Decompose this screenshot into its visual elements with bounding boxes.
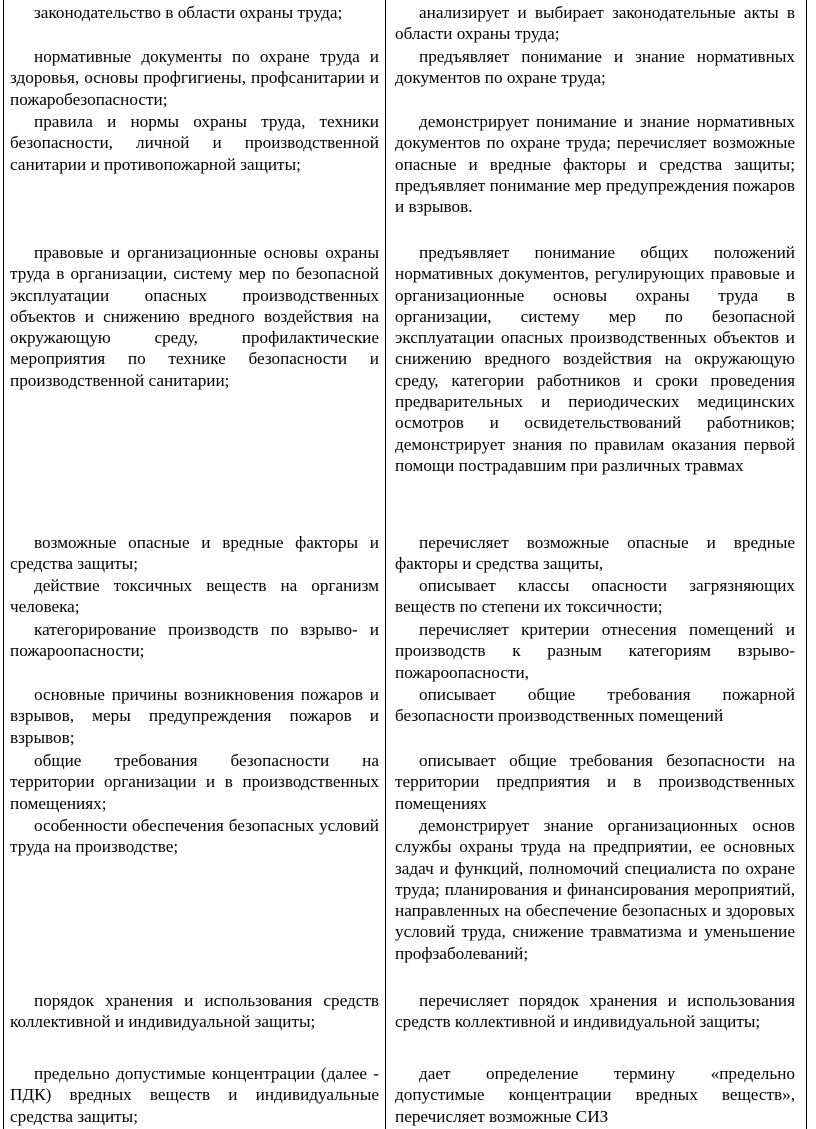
knowledge-item: законодательство в области охраны труда; (34, 3, 343, 22)
skill-item: перечисляет возможные опасные и вредные факторы и средства защиты, (395, 533, 795, 574)
skill-item: перечисляет критерии отнесения помещений и производств к разным категориям взрыво-пожароопасности, (395, 620, 795, 682)
skill-item: демонстрирует понимание и знание нормативных документов по охране труда; перечисляет возможные опасные и вредные факторы и средства защиты; предъявляет понимание мер предупреждения пожаров и взрывов. (395, 112, 795, 217)
knowledge-item: общие требования безопасности на территории организации и в производственных помещениях; (10, 751, 379, 813)
skill-item: предъявляет понимание общих положений нормативных документов, регулирующих правовые и организационные основы охраны труда в организации, систему мер по безопасной эксплуатации опасных производственных объектов и снижению вредного воздействия на окружающую среду, категории работников и сроки проведения предварительных и периодических медицинских осмотров и освидетельствований работников; демонстрирует знания по правилам оказания первой помощи пострадавшим при различных травмах (395, 243, 795, 475)
knowledge-item: действие токсичных веществ на организм человека; (10, 576, 379, 617)
knowledge-item: особенности обеспечения безопасных условий труда на производстве; (10, 816, 379, 857)
knowledge-item: нормативные документы по охране труда и здоровья, основы профгигиены, профсанитарии и пожаробезопасности; (10, 47, 379, 109)
knowledge-item: основные причины возникновения пожаров и взрывов, меры предупреждения пожаров и взрывов; (10, 685, 379, 747)
skill-item: дает определение термину «предельно допустимые концентрации вредных веществ», перечисляет возможные СИЗ (395, 1064, 795, 1126)
skill-item: описывает общие требования безопасности на территории предприятия и в производственных помещениях (395, 751, 795, 813)
knowledge-column (4, 0, 386, 1129)
knowledge-item: порядок хранения и использования средств коллективной и индивидуальной защиты; (10, 991, 379, 1032)
skill-item: перечисляет порядок хранения и использования средств коллективной и индивидуальной защиты; (395, 991, 795, 1032)
knowledge-item: категорирование производств по взрыво- и пожароопасности; (10, 620, 379, 661)
knowledge-item: правила и нормы охраны труда, техники безопасности, личной и производственной санитарии и противопожарной защиты; (10, 112, 379, 174)
skill-item: анализирует и выбирает законодательные акты в области охраны труда; (395, 3, 795, 44)
skills-column (386, 0, 806, 1129)
knowledge-item: правовые и организационные основы охраны труда в организации, систему мер по безопасной эксплуатации опасных производственных объектов и снижению вредного воздействия на окружающую среду, профилактические мероприятия по технике безопасности и производственной санитарии; (10, 243, 379, 390)
skill-item: демонстрирует знание организационных основ службы охраны труда на предприятии, ее основных задач и функций, полномочий специалиста по охране труда; планирования и финансирования мероприятий, направленных на обеспечение безопасных и здоровых условий труда, снижение травматизма и уменьшение профзаболеваний; (395, 816, 795, 963)
skill-item: описывает общие требования пожарной безопасности производственных помещений (395, 685, 795, 726)
knowledge-item: возможные опасные и вредные факторы и средства защиты; (10, 533, 379, 574)
knowledge-item: предельно допустимые концентрации (далее - ПДК) вредных веществ и индивидуальные средства защиты; (10, 1064, 379, 1126)
skill-item: описывает классы опасности загрязняющих веществ по степени их токсичности; (395, 576, 795, 617)
competency-table (3, 0, 807, 1129)
skill-item: предъявляет понимание и знание нормативных документов по охране труда; (395, 47, 795, 88)
